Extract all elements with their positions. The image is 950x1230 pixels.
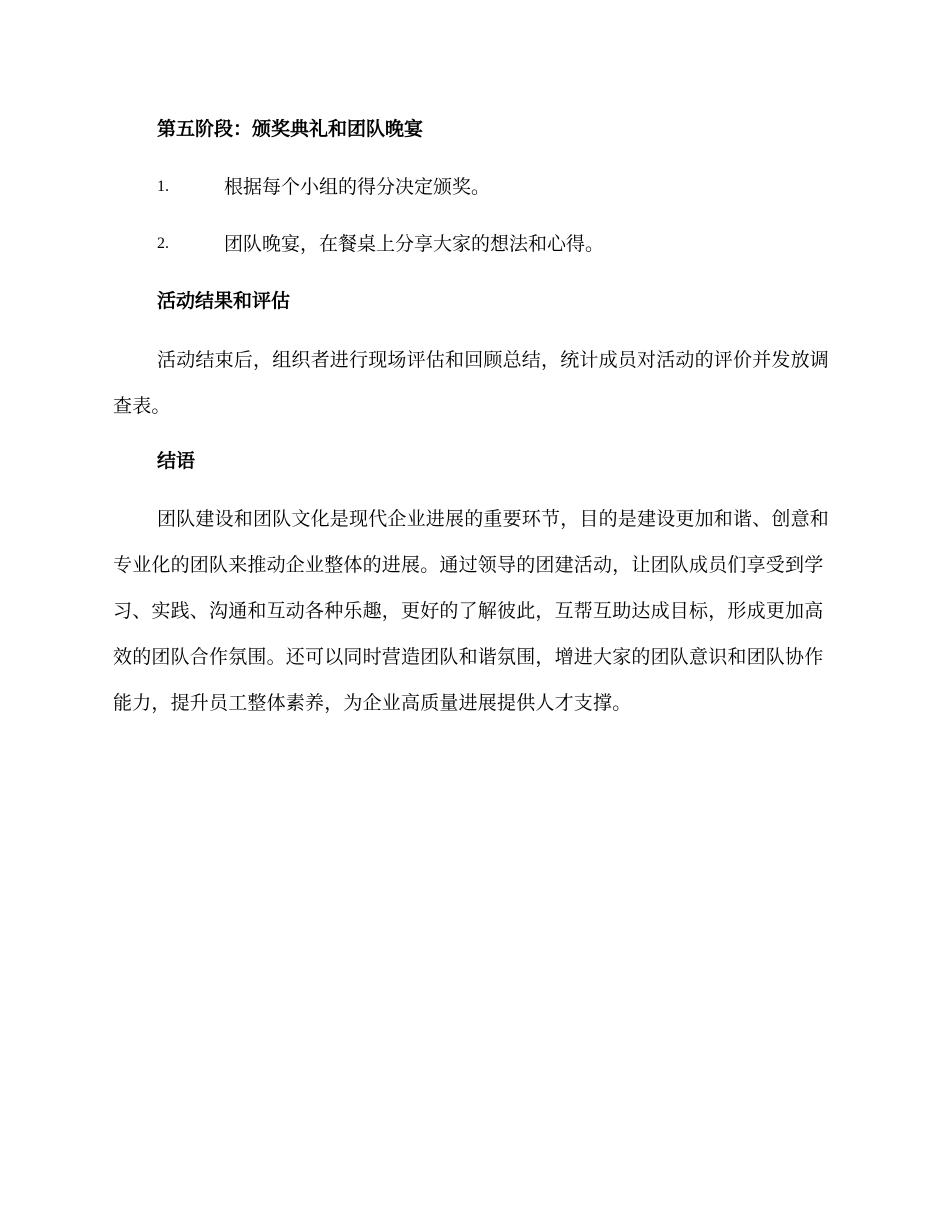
section5-heading: 第五阶段：颁奖典礼和团队晚宴 <box>157 118 424 140</box>
conclusion-heading: 结语 <box>157 450 196 472</box>
results-heading: 活动结果和评估 <box>157 290 291 312</box>
results-paragraph: 活动结束后，组织者进行现场评估和回顾总结，统计成员对活动的评价并发放调查表。 <box>113 349 830 417</box>
conclusion-paragraph: 团队建设和团队文化是现代企业进展的重要环节，目的是建设更加和谐、创意和专业化的团队来推动企业整体的进展。通过领导的团建活动，让团队成员们享受到学习、实践、沟通和互动各种乐趣，更好的了解彼此，互帮互助达成目标，形成更加高效的团队合作氛围。还可以同时营造团队和谐氛围，增进大家的团队意识和团队协作能力，提升员工整体素养，为企业高质量进展提供人才支撑。 <box>113 508 830 714</box>
list-item-text: 根据每个小组的得分决定颁奖。 <box>224 176 491 198</box>
list-item-text: 团队晚宴，在餐桌上分享大家的想法和心得。 <box>224 233 605 255</box>
list-item-number: 2. <box>157 235 169 252</box>
list-item-number: 1. <box>157 178 169 195</box>
